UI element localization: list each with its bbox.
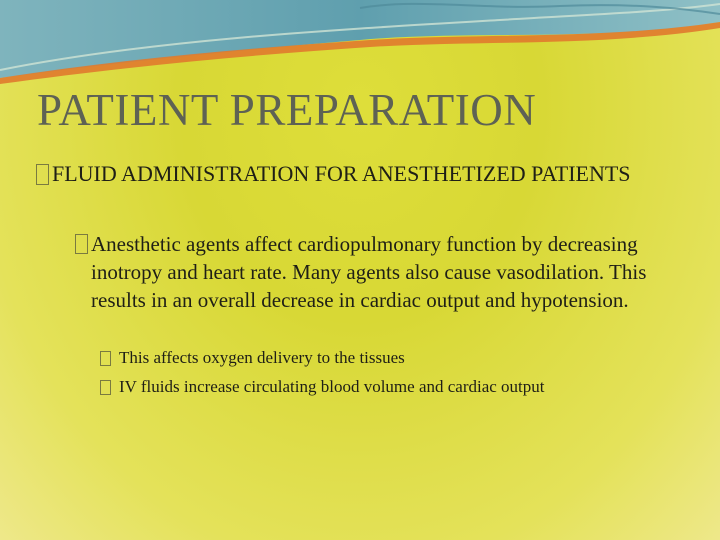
- bullet-placeholder-icon: [100, 351, 111, 366]
- bullet-level3-text: IV fluids increase circulating blood volume and cardiac output: [119, 377, 545, 396]
- bullet-placeholder-icon: [75, 234, 88, 254]
- slide-title: PATIENT PREPARATION: [37, 85, 537, 135]
- bullet-placeholder-icon: [36, 164, 49, 185]
- bullet-level2-text: Anesthetic agents affect cardiopulmonary function by decreasing inotropy and heart rate. Many agents also cause vasodilation. This results in an overall decrease in cardiac output and hypotension.: [91, 232, 647, 312]
- bullet-level2: [75, 230, 695, 314]
- header-decoration: [0, 0, 720, 90]
- bullet-level3-oxygen: [100, 345, 660, 371]
- bullet-level1-text: FLUID ADMINISTRATION FOR ANESTHETIZED PATIENTS: [52, 161, 631, 186]
- bullet-level3-text: This affects oxygen delivery to the tissues: [119, 348, 405, 367]
- bullet-level1: [36, 160, 696, 188]
- bullet-level3-iv-fluids: [100, 374, 660, 400]
- bullet-placeholder-icon: [100, 380, 111, 395]
